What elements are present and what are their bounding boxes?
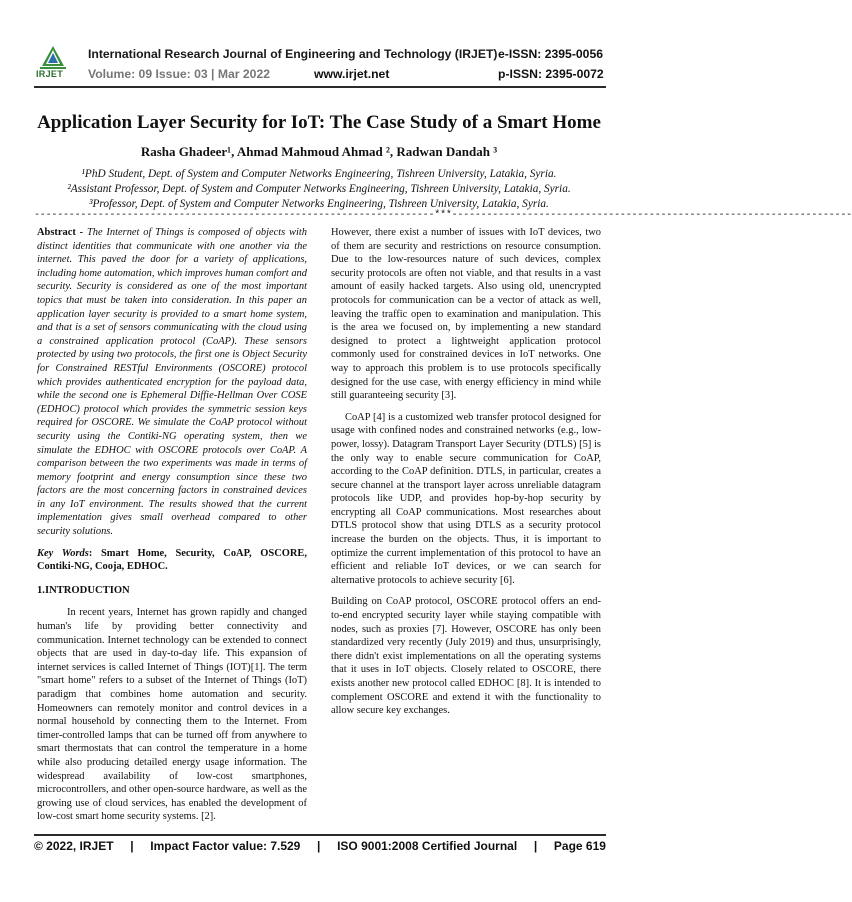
logo-text: IRJET	[36, 69, 64, 79]
header-divider	[34, 86, 606, 88]
affiliation-2: ²Assistant Professor, Dept. of System and Computer Networks Engineering, Tishreen University, Latakia, Syria.	[67, 183, 571, 195]
footer-copyright: © 2022, IRJET	[34, 839, 114, 853]
page-footer	[34, 839, 606, 853]
footer-divider-2: |	[317, 839, 321, 853]
paper-title: Application Layer Security for IoT: The Case Study of a Smart Home	[37, 112, 601, 133]
body-paragraph-1: However, there exist a number of issues with IoT devices, two of them are security and restrictions on resource consumption. Due to the low-resources nature of such devices, complex security protocols are often not viable, and that results in a vast amount of easily hacked targets. Also using old, unencrypted protocols for communication can be a vector of attack as well, leaving the traffic open to examination and manipulation. This is the area we focused on, by implementing a new standard designed to protect a lightweight application protocol commonly used for constrained devices in IoT networks. One way to approach this problem is to use protocols specifically designed for the use case, with energy efficiency in mind while still guaranteeing security [3].	[331, 227, 601, 402]
right-column	[331, 226, 601, 726]
affiliation-3: ³Professor, Dept. of System and Computer Networks Engineering, Tishreen University, Latakia, Syria.	[89, 198, 549, 210]
p-issn: p-ISSN: 2395-0072	[498, 67, 604, 81]
abstract	[37, 226, 307, 539]
e-issn: e-ISSN: 2395-0056	[498, 47, 604, 61]
footer-divider-3: |	[533, 839, 538, 853]
intro-paragraph: In recent years, Internet has grown rapidly and changed human's life by providing better connectivity and communication. Internet technology can be extended to connect objects that are used in day-to-day life. This expansion of internet services is called Internet of Things (IOT)[1]. The term "smart home" refers to a subset of the Internet of Things (IoT) paradigm that combines home automation and security. Homeowners can remotely monitor and control devices in a normal household by connecting them to the Internet. From timer-controlled lamps that can be turned off from anywhere to smart thermostats that can control the temperature in a home while also producing detailed energy usage information. The widespread availability of low-cost smartphones, microcontrollers, and other open-source hardware, as well as the growing use of cloud services, has enabled the development of low-cost smart home security systems. [2].	[37, 607, 307, 823]
paper-authors: Rasha Ghadeer¹, Ahmad Mahmoud Ahmad ², Radwan Dandah ³	[140, 144, 498, 159]
abstract-label: Abstract -	[37, 227, 84, 238]
footer-divider-1: |	[130, 839, 134, 853]
footer-divider	[34, 834, 606, 836]
journal-name: International Research Journal of Engineering and Technology (IRJET)	[88, 47, 498, 61]
section-separator: ---------------------------------------------------------------------***---------------------------------------------------------------------	[34, 210, 852, 221]
footer-page-number: Page 619	[553, 839, 606, 853]
journal-website-link[interactable]: www.irjet.net	[314, 67, 390, 81]
section-heading-introduction: 1.INTRODUCTION	[37, 584, 130, 596]
page-header	[0, 0, 638, 92]
keywords-text: : Smart Home, Security, CoAP, OSCORE, Contiki-NG, Cooja, EDHOC.	[37, 547, 307, 573]
keywords	[37, 547, 307, 574]
footer-impact-factor: Impact Factor value: 7.529	[150, 839, 301, 853]
left-column	[37, 226, 307, 832]
body-paragraph-2: CoAP [4] is a customized web transfer protocol designed for usage with confined nodes and constrained networks (e.g., low-power, lossy). Datagram Transport Layer Security (DTLS) [5] is the only way to enable secure communication for CoAP, according to the CoAP definition. DTLS, in particular, creates a secure channel at the transport layer across unreliable datagram protocols like UDP, and provides hop-by-hop security by encrypting all CoAP communications. Most researches about DTLS protocol show that using DTLS as a security protocol increase the burden on the objects. Thus, it is important to optimize the current implementation of this protocol to have an efficient and reliable IoT devices, or we can search for alternative protocols to achieve security [6].	[331, 411, 601, 586]
body-paragraph-3: Building on CoAP protocol, OSCORE protocol offers an end-to-end encrypted security layer while staying compatible with nodes, such as proxies [7]. However, OSCORE has only been standardized very recently (July 2019) and thus, unsurprisingly, there didn't exist implementations on all the operating systems that it uses in IoT objects. Closely related to OSCORE, there exists another new protocol called EDHOC [8]. It is intended to complement OSCORE and extend it with the functionality to allow secure key exchanges.	[331, 596, 601, 717]
abstract-text: The Internet of Things is composed of objects with distinct identities that communicate with one another via the internet. This paved the door for a variety of applications, including home automation, which improves human comfort and security. Security is considered as one of the most important topics that must be taken into consideration. In this paper an application layer security is provided to a smart home system, and that is a set of sensors communicating with the cloud using a constrained application protocol (CoAP). These sensors protected by using two protocols, the first one is Object Security for Constrained RESTful Environments (OSCORE) protocol which provides authenticated encryption for the payload data, while the second one is Ephemeral Diffie-Hellman Over COSE (EDHOC) protocol which provides the symmetric session keys required for OSCORE. We simulate the CoAP protocol without security using the Contiki-NG operating system, then we simulate the EDHOC with OSCORE protocols over CoAP. A comparison between the two experiments was made in terms of memory footprint and energy consumption since these two factors are the most concerning factors in constrained devices in any IoT environment. The results showed that the current implementation gives small overhead compared to other security solutions.	[37, 227, 307, 538]
affiliation-1: ¹PhD Student, Dept. of System and Computer Networks Engineering, Tishreen University, Latakia, Syria.	[81, 168, 557, 180]
footer-iso: ISO 9001:2008 Certified Journal	[337, 839, 518, 853]
keywords-label: Key Words	[37, 547, 89, 559]
volume-issue: Volume: 09 Issue: 03 | Mar 2022	[88, 67, 271, 81]
